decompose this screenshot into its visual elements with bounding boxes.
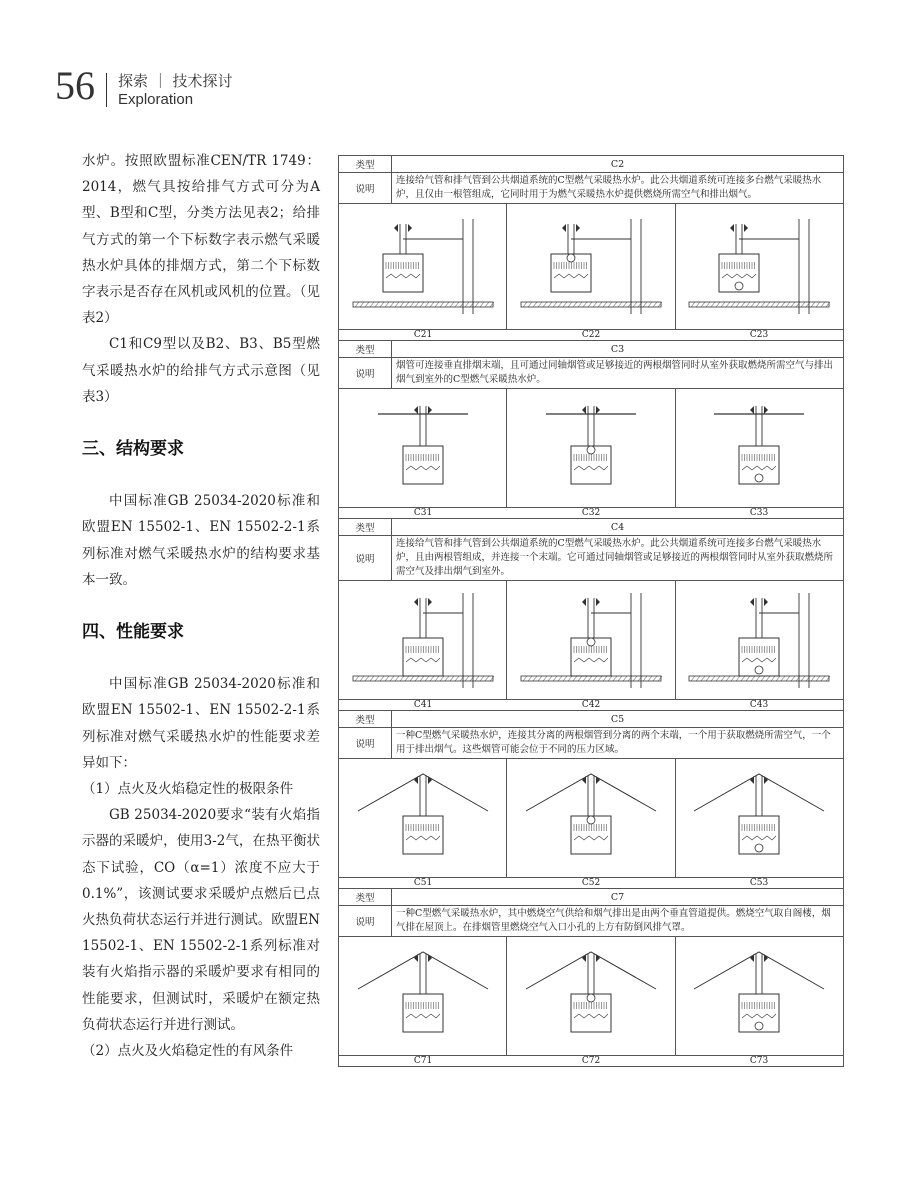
type-description: 连接给气管和排气管到公共烟道系统的C型燃气采暖热水炉。此公共烟道系统可连接多台燃气采暖热水炉，且仅由一根管组成，它同时用于为燃气采暖热水炉提供燃烧所需空气和排出烟气。: [392, 173, 844, 204]
desc-label: 说明: [339, 358, 392, 389]
boiler-flue-schematic: [684, 214, 834, 319]
caption: C41: [413, 700, 433, 710]
diagram-row: [339, 389, 843, 507]
diagram-c52: [507, 759, 675, 877]
diagram-row: [339, 204, 843, 329]
caption: C21: [413, 330, 433, 340]
type-value: C2: [392, 156, 844, 173]
paragraph-6: GB 25034-2020要求“装有火焰指示器的采暖炉，使用3-2气，在热平衡状态下试验，CO（α=1）浓度不应大于0.1%”，该测试要求采暖炉点燃后已点火热负荷状态运行并进行测试。欧盟EN 15502-1、EN 15502-2-1系列标准对装有火焰指示器的采暖炉要求有相同的性能要求，但测试时，采暖炉在额定热负荷状态运行并进行测试。: [82, 807, 320, 1033]
desc-label: 说明: [339, 173, 392, 204]
diagram-c51: [339, 759, 507, 877]
diagram-row: [339, 937, 843, 1055]
heading-structure: 三、结构要求: [82, 439, 184, 460]
type-description: 一种C型燃气采暖热水炉，其中燃烧空气供给和烟气排出是由两个垂直管道提供。燃烧空气取自阁楼，烟气排在屋顶上。在排烟管里燃烧空气入口小孔的上方有防倒风排气罩。: [392, 906, 844, 937]
desc-label: 说明: [339, 906, 392, 937]
left-column: [82, 148, 320, 1064]
type-value: C5: [392, 711, 844, 728]
type-label: 类型: [339, 156, 392, 173]
paragraph-7: （2）点火及火焰稳定性的有风条件: [82, 1043, 294, 1060]
boiler-flue-schematic: [348, 214, 498, 319]
venting-types-table: [338, 155, 844, 1067]
diagram-c41: [339, 581, 507, 699]
diagram-c22: [507, 204, 675, 329]
type-description: 烟管可连接垂直排烟末端，且可通过同轴烟管或足够接近的两根烟管同时从室外获取燃烧所需空气与排出烟气到室外的C型燃气采暖热水炉。: [392, 358, 844, 389]
diagram-c53: [676, 759, 843, 877]
type-label: 类型: [339, 519, 392, 536]
heading-performance: 四、性能要求: [82, 622, 184, 643]
type-value: C7: [392, 889, 844, 906]
caption: C42: [581, 700, 601, 710]
boiler-flue-schematic: [684, 396, 834, 501]
paragraph-2: C1和C9型以及B2、B3、B5型燃气采暖热水炉的给排气方式示意图（见表3）: [82, 336, 320, 405]
type-label: 类型: [339, 711, 392, 728]
caption: C32: [581, 508, 601, 518]
boiler-flue-schematic: [516, 944, 666, 1049]
diagram-c73: [676, 937, 843, 1055]
diagram-c21: [339, 204, 507, 329]
boiler-flue-schematic: [348, 396, 498, 501]
diagram-c42: [507, 581, 675, 699]
caption: C51: [413, 878, 433, 888]
diagram-c43: [676, 581, 843, 699]
diagram-c33: [676, 389, 843, 507]
header-divider: [106, 73, 107, 107]
boiler-flue-schematic: [684, 588, 834, 693]
diagram-c72: [507, 937, 675, 1055]
caption: C73: [749, 1056, 769, 1066]
caption: C53: [749, 878, 769, 888]
diagram-c31: [339, 389, 507, 507]
boiler-flue-schematic: [684, 944, 834, 1049]
section-title-cn: 探索 ｜ 技术探讨: [118, 72, 233, 90]
desc-label: 说明: [339, 728, 392, 759]
caption: C33: [749, 508, 769, 518]
page-number: 56: [55, 63, 95, 108]
boiler-flue-schematic: [516, 214, 666, 319]
boiler-flue-schematic: [516, 766, 666, 871]
diagram-c71: [339, 937, 507, 1055]
caption: C43: [749, 700, 769, 710]
boiler-flue-schematic: [348, 588, 498, 693]
boiler-flue-schematic: [348, 944, 498, 1049]
caption: C22: [581, 330, 601, 340]
type-label: 类型: [339, 341, 392, 358]
diagram-c23: [676, 204, 843, 329]
boiler-flue-schematic: [348, 766, 498, 871]
caption: C23: [749, 330, 769, 340]
type-value: C3: [392, 341, 844, 358]
type-description: 连接给气管和排气管到公共烟道系统的C型燃气采暖热水炉。此公共烟道系统可连接多台燃气采暖热水炉，且由两根管组成，并连接一个末端。它可通过同轴烟管或足够接近的两根烟管同时从室外获取燃烧所需空气及排出烟气到室外。: [392, 536, 844, 581]
diagram-row: [339, 581, 843, 699]
caption: C71: [413, 1056, 433, 1066]
caption: C31: [413, 508, 433, 518]
type-label: 类型: [339, 889, 392, 906]
paragraph-4: 中国标准GB 25034-2020标准和欧盟EN 15502-1、EN 15502-2-1系列标准对燃气采暖热水炉的性能要求差异如下：: [82, 676, 320, 771]
diagram-row: [339, 759, 843, 877]
section-title-en: Exploration: [118, 91, 194, 108]
paragraph-5: （1）点火及火焰稳定性的极限条件: [82, 781, 294, 798]
type-value: C4: [392, 519, 844, 536]
boiler-flue-schematic: [684, 766, 834, 871]
type-description: 一种C型燃气采暖热水炉，连接其分离的两根烟管到分离的两个末端，一个用于获取燃烧所需空气，一个用于排出烟气。这些烟管可能会位于不同的压力区域。: [392, 728, 844, 759]
desc-label: 说明: [339, 536, 392, 581]
caption: C52: [581, 878, 601, 888]
boiler-flue-schematic: [516, 396, 666, 501]
caption: C72: [581, 1056, 601, 1066]
diagram-c32: [507, 389, 675, 507]
paragraph-1: 水炉。按照欧盟标准CEN/TR 1749：2014，燃气具按给排气方式可分为A型、B型和C型，分类方法见表2；给排气方式的第一个下标数字表示燃气采暖热水炉具体的排烟方式，第二个下标数字表示是否存在风机或风机的位置。（见表2）: [82, 153, 320, 327]
boiler-flue-schematic: [516, 588, 666, 693]
paragraph-3: 中国标准GB 25034-2020标准和欧盟EN 15502-1、EN 15502-2-1系列标准对燃气采暖热水炉的结构要求基本一致。: [82, 493, 320, 588]
